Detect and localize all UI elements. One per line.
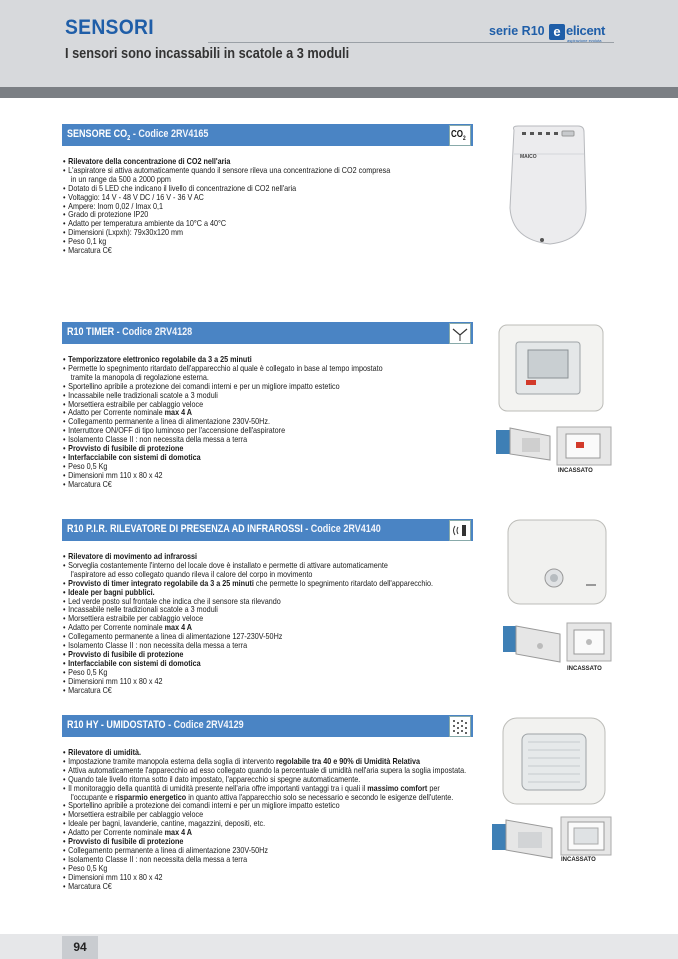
section-title: R10 HY - UMIDOSTATO - Codice 2RV4129 [67,719,244,731]
list-item: • Impostazione tramite manopola esterna della soglia di intervento regolabile tra 40 e 90% di Umidità Relativa [63,757,424,766]
list-item: • Sorveglia costantemente l'interno del locale dove è installato e permette di attivare automaticamente [63,561,424,570]
list-item: • Rilevatore di umidità. [63,748,424,757]
footer-band [0,934,678,959]
list-item: in un range da 500 a 2000 ppm [70,173,171,184]
list-item: • Interfacciabile con sistemi di domotica [63,453,424,462]
list-item: tramite la manopola di regolazione esterna. [70,371,209,382]
brand-logo [549,23,617,45]
list-item: • Dotato di 5 LED che indicano il livello di concentrazione di CO2 nell'aria [63,184,424,193]
section-title-bar [62,519,473,541]
list-item: • Permette lo spegnimento ritardato dell'apparecchio al quale è collegato in base al tempo impostato [63,364,424,373]
list-item: • Provvisto di timer integrato regolabile da 3 a 25 minuti che permette lo spegnimento ritardato dell'apparecchio. [63,579,424,588]
list-item: • Sportellino apribile a protezione dei comandi interni e per un migliore impatto estetico [63,382,424,391]
humidistat-product-image [500,712,608,812]
list-item: • Morsettiera estraibile per cablaggio veloce [63,614,424,623]
list-item: • Quando tale livello ritorna sotto il dato impostato, l'apparecchio si spegne automaticamente. [63,775,424,784]
brand-mark-icon: e [549,24,565,40]
list-item: • Isolamento Classe II : non necessita della messa a terra [63,435,424,444]
co2-icon: $CO_2$ [449,125,471,146]
list-item: • Marcatura C€ [63,686,424,695]
page-subtitle: I sensori sono incassabili in scatole a 3 moduli [65,45,350,62]
list-item: • Marcatura C€ [63,246,424,255]
list-item: • Morsettiera estraibile per cablaggio veloce [63,810,424,819]
list-item: • Dimensioni mm 110 x 80 x 42 [63,471,424,480]
list-item: • Provvisto di fusibile di protezione [63,650,424,659]
section-title: R10 TIMER - Codice 2RV4128 [67,326,193,338]
list-item: • Collegamento permanente a linea di alimentazione 230V-50Hz. [63,417,424,426]
brand-tagline: aspirazione evoluta [567,38,602,43]
list-item: • Dimensioni mm 110 x 80 x 42 [63,873,424,882]
co2-sensor-product-image [500,124,594,248]
list-item: • Ideale per bagni, lavanderie, cantine, magazzini, depositi, etc. [63,819,424,828]
feature-list [63,157,483,255]
list-item: l'aspiratore ad esso collegato quando rileva il calore del corpo in movimento [70,568,313,579]
timer-incassato-image [556,426,612,466]
pir-mounting-image [500,622,562,666]
list-item: • Incassabile nelle tradizionali scatole a 3 moduli [63,605,424,614]
list-item: • Peso 0,5 Kg [63,668,424,677]
feature-list [63,748,483,891]
page-title: SENSORI [65,16,154,39]
list-item: • Adatto per temperatura ambiente da 10°C a 40°C [63,219,424,228]
list-item: • Marcatura C€ [63,882,424,891]
list-item: • Dimensioni mm 110 x 80 x 42 [63,677,424,686]
humidistat-mounting-image [490,816,554,862]
timer-product-image [496,320,606,420]
section-title: R10 P.I.R. RILEVATORE DI PRESENZA AD INFRAROSSI - Codice 2RV4140 [67,523,381,535]
list-item: • L'aspiratore si attiva automaticamente quando il sensore rileva una concentrazione di CO2 compresa [63,166,424,175]
list-item: • Peso 0,5 Kg [63,462,424,471]
list-item: • Isolamento Classe II : non necessita della messa a terra [63,641,424,650]
series-label: serie R10 [489,24,545,38]
product-brand-label: MAICO [520,154,537,160]
list-item: • Marcatura C€ [63,480,424,489]
incassato-label: INCASSATO [567,666,602,672]
list-item: • Ideale per bagni pubblici. [63,588,424,597]
timer-mounting-image [492,424,554,464]
header-divider-bar [0,87,678,98]
humidity-icon [449,716,471,737]
section-title-bar [62,124,473,146]
list-item: • Temporizzatore elettronico regolabile da 3 a 25 minuti [63,355,424,364]
list-item: • Sportellino apribile a protezione dei comandi interni e per un migliore impatto estetico [63,801,424,810]
list-item: l'occupante e risparmio energetico in quanto attiva l'apparecchio solo se necessario e secondo le esigenze dell'utente. [70,791,454,802]
list-item: • Grado di protezione IP20 [63,210,424,219]
list-item: • Attiva automaticamente l'apparecchio ad esso collegato quando la percentuale di umidità nell'aria supera la soglia impostata. [63,766,424,775]
list-item: • Peso 0,1 kg [63,237,424,246]
section-title-bar [62,322,473,344]
list-item: • Adatto per Corrente nominale max 4 A [63,623,424,632]
list-item: • Provvisto di fusibile di protezione [63,444,424,453]
list-item: • Incassabile nelle tradizionali scatole a 3 moduli [63,391,424,400]
list-item: • Interfacciabile con sistemi di domotica [63,659,424,668]
incassato-label: INCASSATO [561,857,596,863]
list-item: • Rilevatore di movimento ad infrarossi [63,552,424,561]
list-item: • Adatto per Corrente nominale max 4 A [63,828,424,837]
list-item: • Il monitoraggio della quantità di umidità presente nell'aria offre importanti vantaggi tra i quali il massimo comfort per [63,784,424,793]
list-item: • Dimensioni (Lxpxh): 79x30x120 mm [63,228,424,237]
infrared-sensor-icon [449,520,471,541]
list-item: • Morsettiera estraibile per cablaggio veloce [63,400,424,409]
list-item: • Ampere: Inom 0,02 / Imax 0,1 [63,202,424,211]
feature-list [63,552,483,695]
pir-incassato-image [566,622,612,662]
list-item: • Collegamento permanente a linea di alimentazione 127-230V-50Hz [63,632,424,641]
list-item: • Isolamento Classe II : non necessita della messa a terra [63,855,424,864]
brand-name: elicent [566,23,606,38]
list-item: • Adatto per Corrente nominale max 4 A [63,408,424,417]
list-item: • Provvisto di fusibile di protezione [63,837,424,846]
list-item: • Voltaggio: 14 V - 48 V DC / 16 V - 36 V AC [63,193,424,202]
list-item: • Peso 0,5 Kg [63,864,424,873]
pir-sensor-product-image [504,514,610,614]
page-number: 94 [62,936,98,959]
feature-list [63,355,483,489]
list-item: • Interruttore ON/OFF di tipo luminoso per l'accensione dell'aspiratore [63,426,424,435]
list-item: • Collegamento permanente a linea di alimentazione 230V-50Hz [63,846,424,855]
section-title-bar [62,715,473,737]
list-item: • Led verde posto sul frontale che indica che il sensore sta rilevando [63,597,424,606]
humidistat-incassato-image [560,816,612,856]
timer-icon [449,323,471,344]
section-title: SENSORE $CO_2$ - Codice 2RV4165 [67,128,209,143]
list-item: • Rilevatore della concentrazione di CO2 nell'aria [63,157,424,166]
incassato-label: INCASSATO [558,468,593,474]
